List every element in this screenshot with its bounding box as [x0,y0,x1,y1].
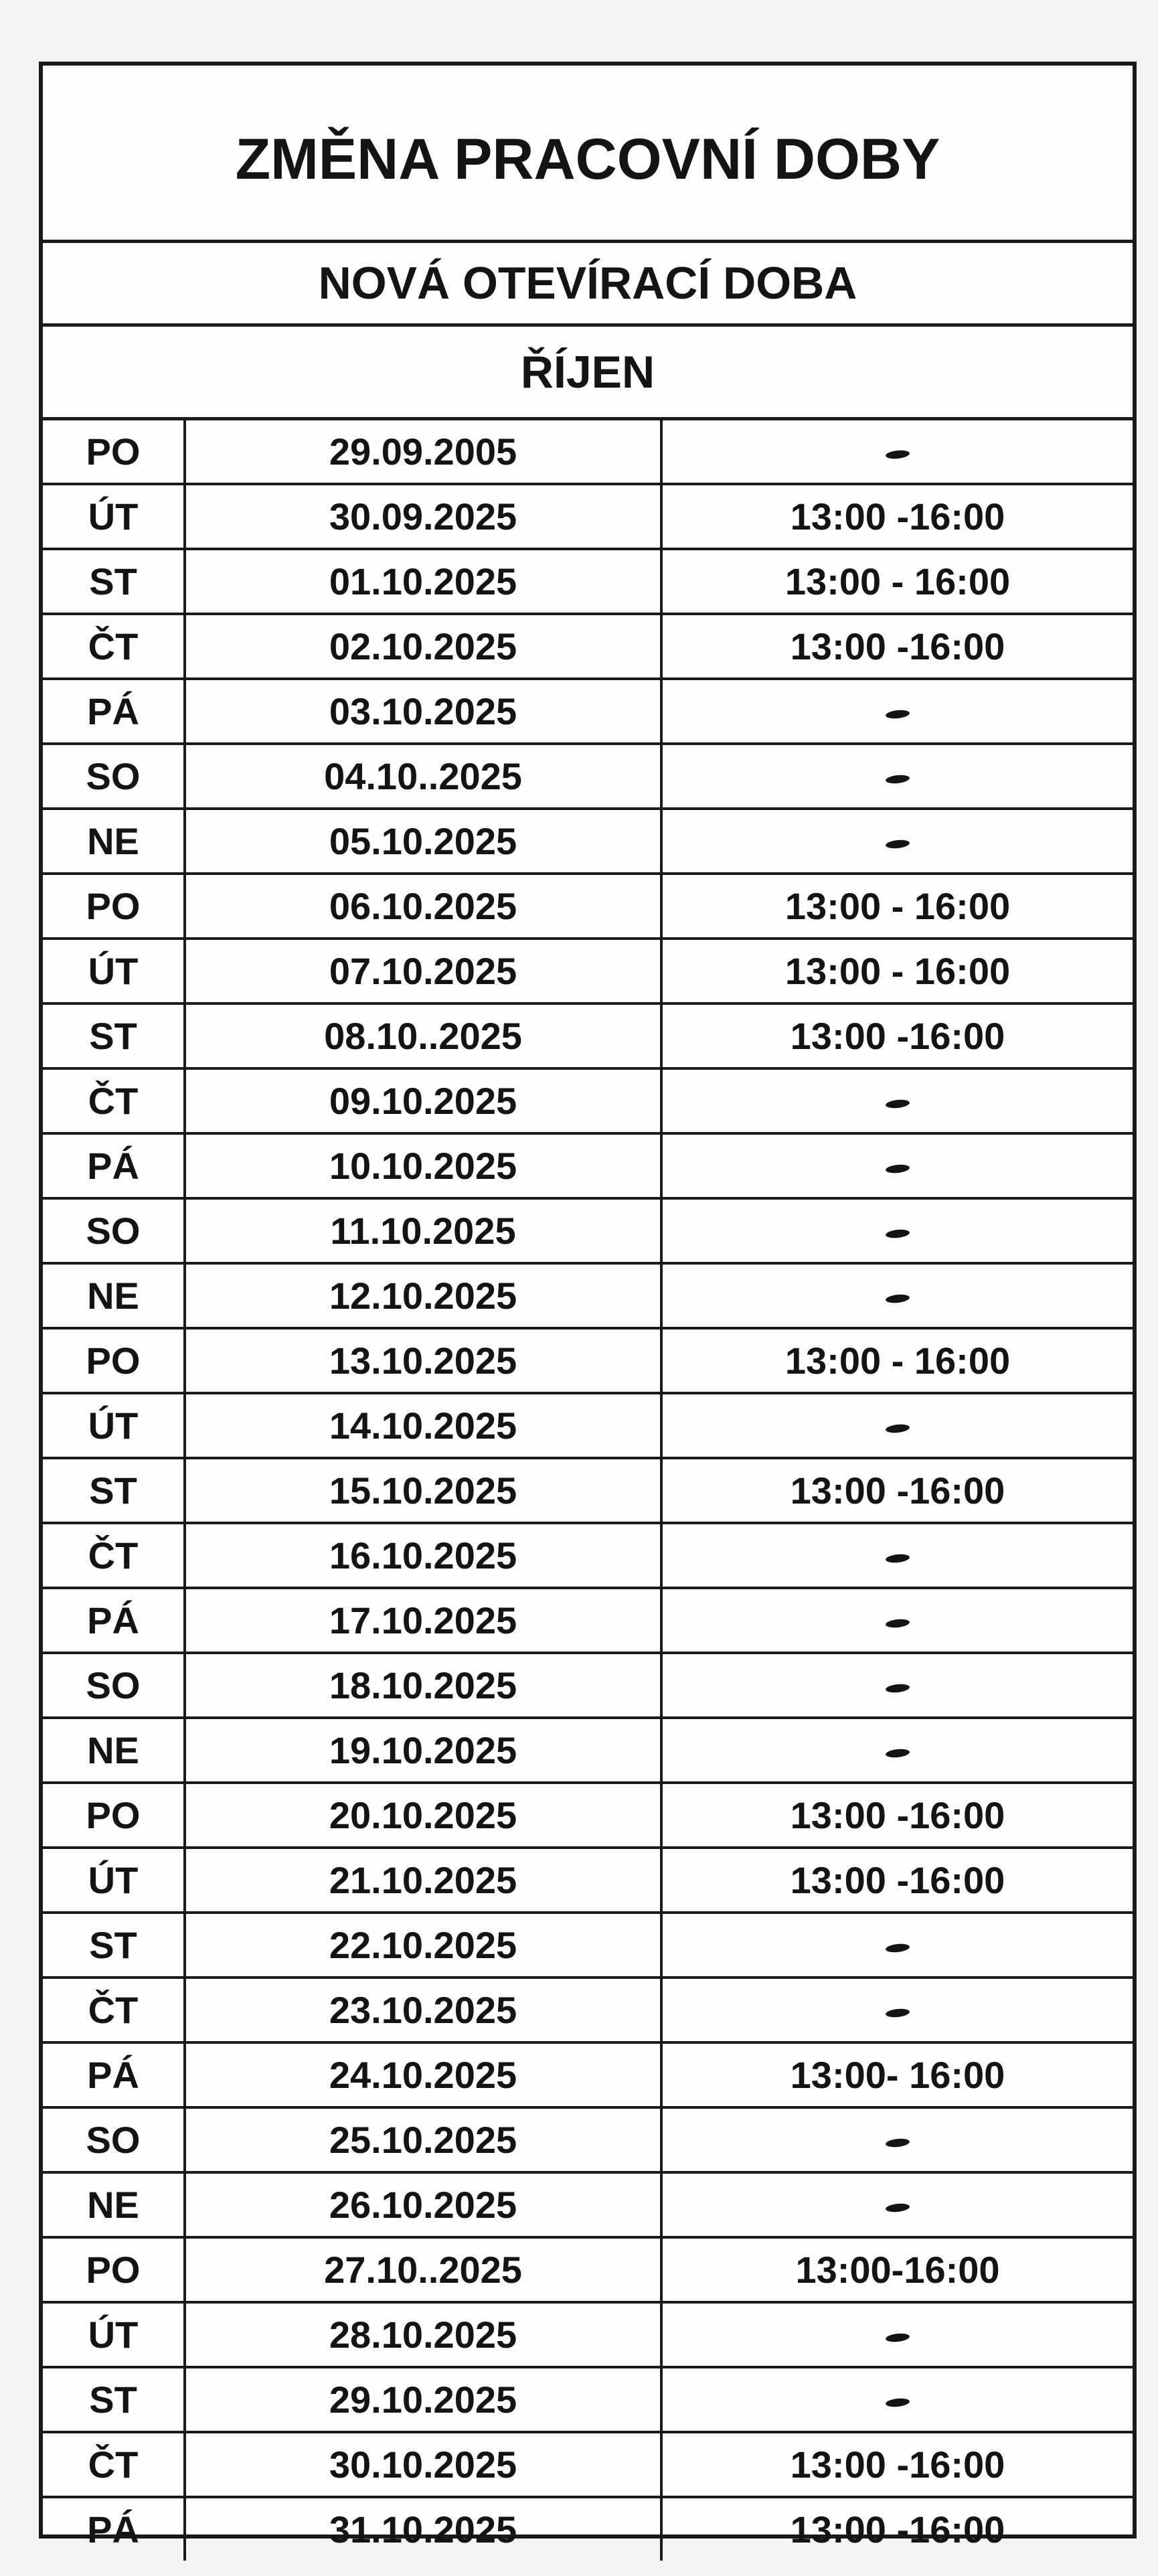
date-cell: 01.10.2025 [185,549,661,614]
date-cell: 21.10.2025 [185,1848,661,1913]
date-cell: 05.10.2025 [185,809,661,874]
date-cell: 18.10.2025 [185,1653,661,1718]
closed-dash-icon [885,1228,910,1239]
closed-dash-icon [885,2202,910,2213]
day-cell: SO [43,1653,185,1718]
hours-cell: 13:00 -16:00 [661,1848,1133,1913]
table-row [43,1523,1133,1588]
date-cell: 31.10.2025 [185,2497,661,2561]
day-cell: ST [43,1003,185,1068]
closed-dash-icon [885,1293,910,1304]
date-cell: 11.10.2025 [185,1198,661,1263]
table-row [43,1913,1133,1978]
date-cell: 17.10.2025 [185,1588,661,1653]
hours-cell: 13:00 - 16:00 [661,1328,1133,1393]
hours-cell: 13:00 -16:00 [661,1458,1133,1523]
hours-cell [661,1198,1133,1263]
closed-dash-icon [885,2008,910,2018]
month-heading: ŘÍJEN [43,327,1133,420]
table-row [43,1328,1133,1393]
day-cell: PÁ [43,1133,185,1198]
day-cell: PO [43,2237,185,2302]
closed-dash-icon [885,449,910,460]
date-cell: 29.10.2025 [185,2367,661,2432]
day-cell: SO [43,1198,185,1263]
closed-dash-icon [885,1748,910,1759]
closed-dash-icon [885,2397,910,2408]
day-cell: ČT [43,1068,185,1133]
table-row [43,1263,1133,1328]
table-row [43,1783,1133,1848]
day-cell: PÁ [43,679,185,744]
table-row [43,1653,1133,1718]
day-cell: NE [43,1718,185,1783]
day-cell: ST [43,1913,185,1978]
table-row [43,744,1133,809]
schedule-table [43,420,1133,2561]
date-cell: 22.10.2025 [185,1913,661,1978]
table-row [43,2042,1133,2107]
table-row [43,2107,1133,2172]
table-row [43,679,1133,744]
table-row [43,2302,1133,2367]
date-cell: 20.10.2025 [185,1783,661,1848]
date-cell: 03.10.2025 [185,679,661,744]
date-cell: 26.10.2025 [185,2172,661,2237]
day-cell: ST [43,549,185,614]
day-cell: PO [43,1328,185,1393]
hours-cell [661,2172,1133,2237]
table-row [43,1588,1133,1653]
hours-cell: 13:00-16:00 [661,2237,1133,2302]
table-row [43,1133,1133,1198]
day-cell: NE [43,1263,185,1328]
hours-cell [661,1133,1133,1198]
hours-cell: 13:00- 16:00 [661,2042,1133,2107]
table-row [43,549,1133,614]
date-cell: 29.09.2005 [185,420,661,484]
hours-cell [661,1718,1133,1783]
closed-dash-icon [885,709,910,720]
day-cell: SO [43,2107,185,2172]
closed-dash-icon [885,1683,910,1694]
hours-cell [661,1653,1133,1718]
table-row [43,1458,1133,1523]
table-row [43,1718,1133,1783]
day-cell: PÁ [43,2042,185,2107]
day-cell: PO [43,874,185,939]
hours-cell [661,1588,1133,1653]
day-cell: PÁ [43,1588,185,1653]
date-cell: 30.09.2025 [185,484,661,549]
day-cell: ČT [43,1523,185,1588]
closed-dash-icon [885,1943,910,1953]
table-row [43,1068,1133,1133]
day-cell: ČT [43,1978,185,2042]
table-row [43,1198,1133,1263]
hours-cell [661,1393,1133,1458]
hours-cell: 13:00 - 16:00 [661,939,1133,1003]
hours-cell: 13:00 - 16:00 [661,549,1133,614]
table-row [43,2367,1133,2432]
table-row [43,2497,1133,2561]
day-cell: PÁ [43,2497,185,2561]
day-cell: PO [43,1783,185,1848]
date-cell: 30.10.2025 [185,2432,661,2497]
table-row [43,1978,1133,2042]
hours-cell [661,2107,1133,2172]
date-cell: 08.10..2025 [185,1003,661,1068]
table-row [43,2237,1133,2302]
hours-cell [661,1913,1133,1978]
day-cell: ČT [43,614,185,679]
day-cell: ÚT [43,939,185,1003]
day-cell: ÚT [43,2302,185,2367]
hours-cell: 13:00 -16:00 [661,1783,1133,1848]
hours-cell [661,809,1133,874]
day-cell: ÚT [43,1848,185,1913]
date-cell: 24.10.2025 [185,2042,661,2107]
table-row [43,484,1133,549]
notice-subtitle: NOVÁ OTEVÍRACÍ DOBA [43,243,1133,327]
closed-dash-icon [885,774,910,785]
day-cell: ST [43,1458,185,1523]
day-cell: ČT [43,2432,185,2497]
hours-cell [661,1263,1133,1328]
date-cell: 15.10.2025 [185,1458,661,1523]
hours-cell: 13:00 - 16:00 [661,874,1133,939]
date-cell: 14.10.2025 [185,1393,661,1458]
table-row [43,614,1133,679]
hours-cell [661,1523,1133,1588]
table-row [43,2172,1133,2237]
closed-dash-icon [885,2138,910,2148]
date-cell: 02.10.2025 [185,614,661,679]
closed-dash-icon [885,2332,910,2343]
day-cell: ÚT [43,484,185,549]
closed-dash-icon [885,1423,910,1434]
table-row [43,809,1133,874]
hours-cell: 13:00 -16:00 [661,614,1133,679]
date-cell: 07.10.2025 [185,939,661,1003]
table-row [43,874,1133,939]
schedule-notice [39,62,1137,2551]
date-cell: 13.10.2025 [185,1328,661,1393]
date-cell: 27.10..2025 [185,2237,661,2302]
date-cell: 09.10.2025 [185,1068,661,1133]
date-cell: 16.10.2025 [185,1523,661,1588]
date-cell: 04.10..2025 [185,744,661,809]
hours-cell [661,679,1133,744]
hours-cell: 13:00 -16:00 [661,484,1133,549]
hours-cell: 13:00 -16:00 [661,1003,1133,1068]
closed-dash-icon [885,1163,910,1174]
hours-cell [661,2302,1133,2367]
hours-cell [661,2367,1133,2432]
day-cell: SO [43,744,185,809]
date-cell: 25.10.2025 [185,2107,661,2172]
table-row [43,1393,1133,1458]
date-cell: 12.10.2025 [185,1263,661,1328]
date-cell: 23.10.2025 [185,1978,661,2042]
table-row [43,1848,1133,1913]
hours-cell: 13:00 -16:00 [661,2497,1133,2561]
date-cell: 10.10.2025 [185,1133,661,1198]
day-cell: ÚT [43,1393,185,1458]
closed-dash-icon [885,1553,910,1564]
hours-cell [661,1978,1133,2042]
table-row [43,2432,1133,2497]
hours-cell: 13:00 -16:00 [661,2432,1133,2497]
date-cell: 19.10.2025 [185,1718,661,1783]
date-cell: 28.10.2025 [185,2302,661,2367]
table-row [43,939,1133,1003]
table-row [43,1003,1133,1068]
closed-dash-icon [885,839,910,850]
table-row [43,420,1133,484]
hours-cell [661,744,1133,809]
closed-dash-icon [885,1099,910,1109]
closed-dash-icon [885,1618,910,1629]
day-cell: ST [43,2367,185,2432]
date-cell: 06.10.2025 [185,874,661,939]
hours-cell [661,420,1133,484]
day-cell: NE [43,809,185,874]
notice-title: ZMĚNA PRACOVNÍ DOBY [43,66,1133,243]
day-cell: PO [43,420,185,484]
day-cell: NE [43,2172,185,2237]
hours-cell [661,1068,1133,1133]
